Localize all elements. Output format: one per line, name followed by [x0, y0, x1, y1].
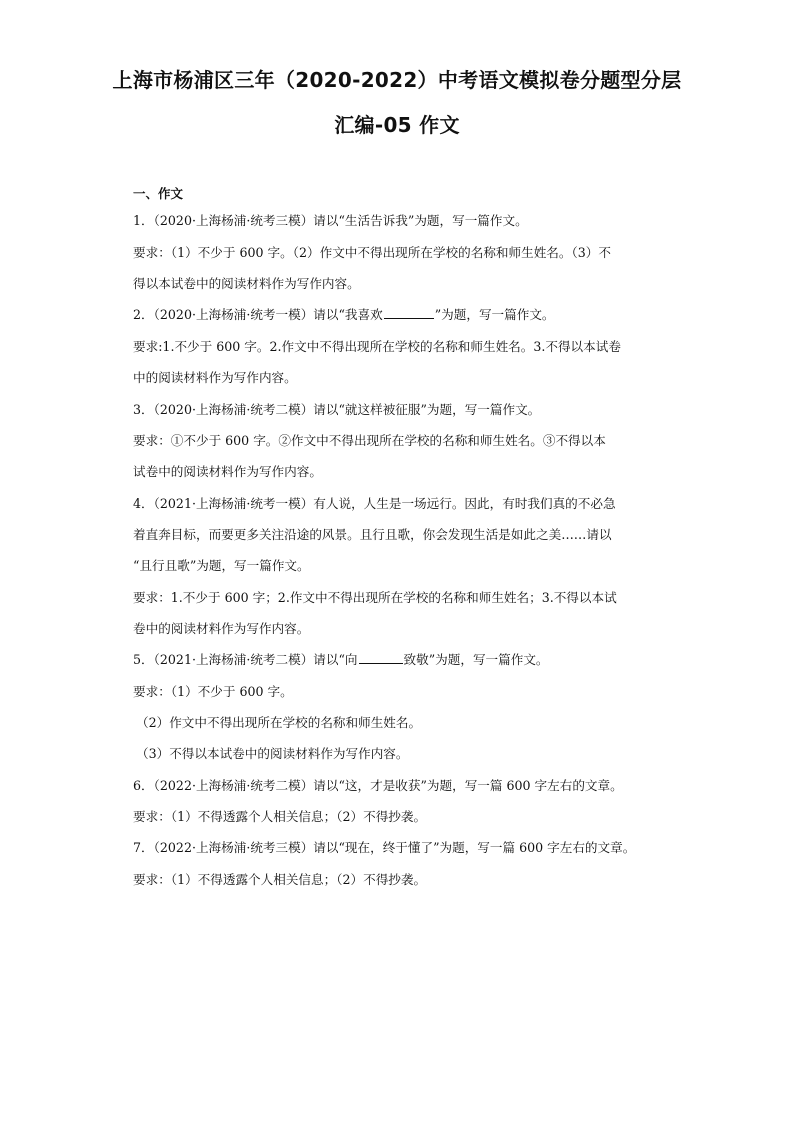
q7-prompt: 7．（2022·上海杨浦·统考三模）请以“现在，终于懂了”为题，写一篇 600 字左右的文章。 — [133, 840, 636, 855]
q4-requirement-line-1: 要求：1.不少于 600 字；2.作文中不得出现所在学校的名称和师生姓名；3.不得以本试 — [133, 590, 617, 605]
q6-requirement: 要求：（1）不得透露个人相关信息；（2）不得抄袭。 — [133, 809, 427, 824]
q5-prompt-before: 5．（2021·上海杨浦·统考二模）请以“向 — [133, 652, 358, 667]
q4-prompt-line-3: “且行且歌”为题，写一篇作文。 — [133, 558, 310, 573]
document-title-line-1: 上海市杨浦区三年（2020-2022）中考语文模拟卷分题型分层 — [112, 68, 682, 92]
q1-requirement-line-1: 要求：（1）不少于 600 字。（2）作文中不得出现所在学校的名称和师生姓名。（3）不 — [133, 245, 611, 260]
q2-prompt-before: 2．（2020·上海杨浦·统考一模）请以“我喜欢 — [133, 307, 383, 322]
q3-requirement-line-1: 要求：①不少于 600 字。②作文中不得出现所在学校的名称和师生姓名。③不得以本 — [133, 433, 606, 448]
q5-requirement-line-2: （2）作文中不得出现所在学校的名称和师生姓名。 — [136, 715, 422, 730]
q5-blank-line — [359, 651, 403, 664]
q2-prompt-after: ”为题，写一篇作文。 — [434, 307, 555, 322]
q6-prompt: 6．（2022·上海杨浦·统考二模）请以“这，才是收获”为题，写一篇 600 字左右的文章。 — [133, 778, 623, 793]
q2-requirement-line-2: 中的阅读材料作为写作内容。 — [133, 370, 297, 385]
q4-requirement-line-2: 卷中的阅读材料作为写作内容。 — [133, 621, 310, 636]
q2-blank-line — [384, 306, 434, 319]
q4-prompt-line-2: 着直奔目标，而要更多关注沿途的风景。且行且歌，你会发现生活是如此之美……请以 — [133, 527, 612, 542]
q1-requirement-line-2: 得以本试卷中的阅读材料作为写作内容。 — [133, 276, 360, 291]
q3-requirement-line-2: 试卷中的阅读材料作为写作内容。 — [133, 464, 322, 479]
q5-prompt — [133, 651, 673, 669]
q5-prompt-after: 致敬”为题，写一篇作文。 — [403, 652, 549, 667]
q5-requirement-line-3: （3）不得以本试卷中的阅读材料作为写作内容。 — [136, 746, 409, 761]
section-heading: 一、作文 — [133, 186, 184, 201]
document-title-line-2: 汇编-05 作文 — [334, 113, 460, 137]
q2-prompt — [133, 306, 673, 324]
q7-requirement: 要求：（1）不得透露个人相关信息；（2）不得抄袭。 — [133, 872, 427, 887]
q1-prompt: 1．（2020·上海杨浦·统考三模）请以“生活告诉我”为题，写一篇作文。 — [133, 213, 528, 228]
q4-prompt-line-1: 4．（2021·上海杨浦·统考一模）有人说，人生是一场远行。因此，有时我们真的不必急 — [133, 496, 616, 511]
q3-prompt: 3．（2020·上海杨浦·统考二模）请以“就这样被征服”为题，写一篇作文。 — [133, 402, 541, 417]
q5-requirement-line-1: 要求：（1）不少于 600 字。 — [133, 684, 293, 699]
q2-requirement-line-1: 要求:1.不少于 600 字。2.作文中不得出现所在学校的名称和师生姓名。3.不得以本试卷 — [133, 339, 621, 354]
